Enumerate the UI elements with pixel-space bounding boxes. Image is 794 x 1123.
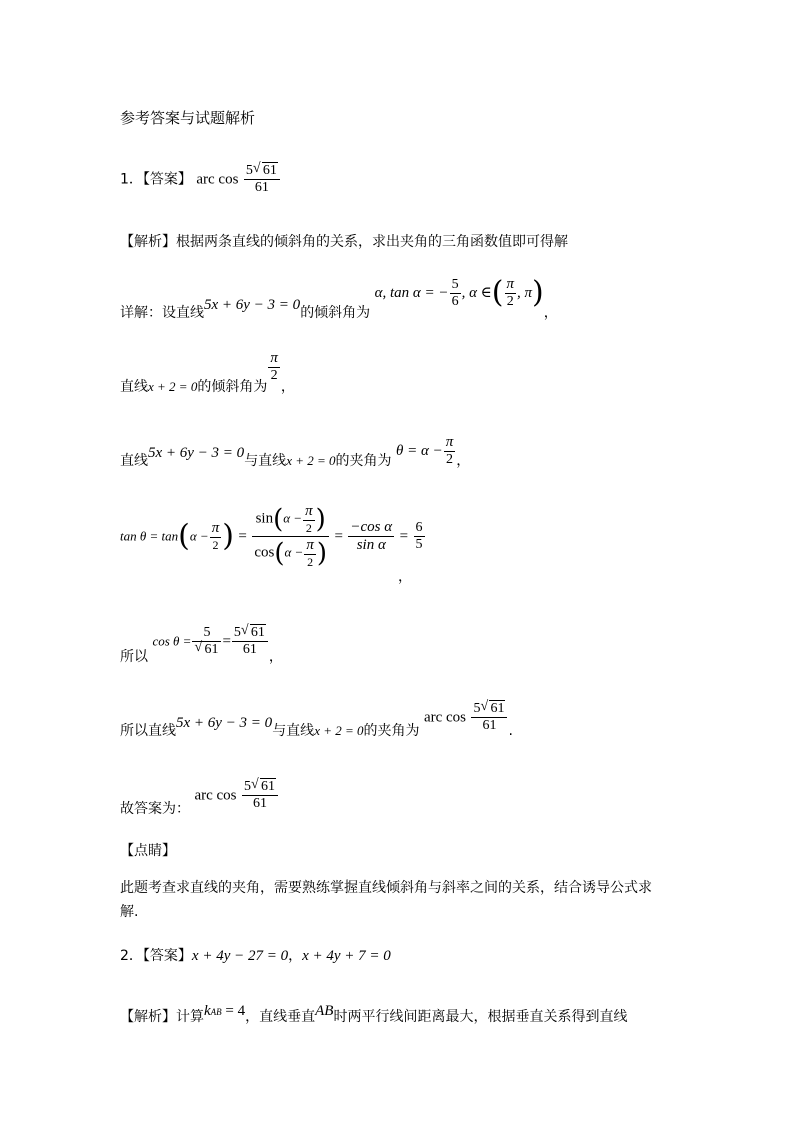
q1-note-tag: 【点睛】 <box>120 843 176 859</box>
q1-angle-line: 直线5x + 6y − 3 = 0与直线x + 2 = 0的夹角为 θ = α − $\frac{\pi}{2}$ ， <box>120 434 471 469</box>
q2-answer-1: x + 4y − 27 = 0 <box>191 948 289 964</box>
q1-sin-cos-fraction: sin(α − $\frac{\pi}{2}$ ) cos(α − $\frac{\pi}{2}$ ) <box>254 503 328 569</box>
q1-so-answer: arc cos $\frac{5√ 61}{61}$ <box>424 701 509 734</box>
q1-analysis-text: 根据两条直线的倾斜角的关系，求出夹角的三角函数值即可得解 <box>176 234 568 250</box>
q1-analysis-tag: 【解析】 <box>120 234 176 250</box>
q1-answer-tag: 【答案】 <box>142 171 192 188</box>
q1-answer-line <box>120 163 281 196</box>
q1-detail-line: 详解：设直线5x + 6y − 3 = 0的倾斜角为 α, tan α = − $\frac{5}{6}$ , α ∈( $\frac{\pi}{2}$ , π)， <box>120 275 558 321</box>
q1-tan-derivation: tan θ = tan(α − $\frac{\pi}{2}$ ) = sin(α − $\frac{\pi}{2}$ ) cos(α − $\frac{\pi}{2}$ ) = $\frac{\text{−cos α}}{\text{sin α}}$ = $\frac{6}{5}$ <box>120 503 423 569</box>
q1-line1-eq: 5x + 6y − 3 = 0 <box>204 297 301 313</box>
q2-answer-2: x + 4y + 7 = 0 <box>302 948 391 964</box>
q1-cos-line: 所以 cos θ = 5 √ 61 = $\frac{5√ 61}{61}$ ， <box>120 620 283 666</box>
q1-note-line1: 此题考查求直线的夹角，需要熟练掌握直线倾斜角与斜率之间的关系，结合诱导公式求 <box>120 880 652 896</box>
q2-analysis-line: 【解析】计算kAB = 4，直线垂直AB时两平行线间距离最大，根据垂直关系得到直线 <box>120 1003 628 1025</box>
q1-answer-func: arc cos <box>196 171 239 188</box>
q1-so-line: 所以直线5x + 6y − 3 = 0与直线x + 2 = 0的夹角为 arc cos $\frac{5√ 61}{61}$ . <box>120 694 513 740</box>
q1-final-answer: 故答案为： arc cos $\frac{5√ 61}{61}$ <box>120 770 279 818</box>
q1-tan-comma: ， <box>398 569 412 585</box>
q1-number: 1． <box>120 171 143 188</box>
q1-analysis-line <box>120 231 568 251</box>
page-title: 参考答案与试题解析 <box>120 109 256 127</box>
q1-alpha-expression: α, tan α = − $\frac{5}{6}$ , α ∈( $\frac{\pi}{2}$ , π) <box>374 275 544 310</box>
q1-theta-expression: θ = α − $\frac{\pi}{2}$ <box>395 434 454 467</box>
q1-cos-expression: cos θ = 5 √ 61 = $\frac{5√ 61}{61}$ <box>152 625 268 658</box>
q1-note-line2: 解. <box>120 904 139 920</box>
q2-answer-line: 2．【答案】x + 4y − 27 = 0，x + 4y + 7 = 0 <box>120 948 391 964</box>
q1-line2-slope: 直线x + 2 = 0的倾斜角为 $\frac{\pi}{2}$ ， <box>120 350 295 395</box>
q1-answer-fraction: $\frac{5√ 61}{61}$ <box>244 163 280 196</box>
